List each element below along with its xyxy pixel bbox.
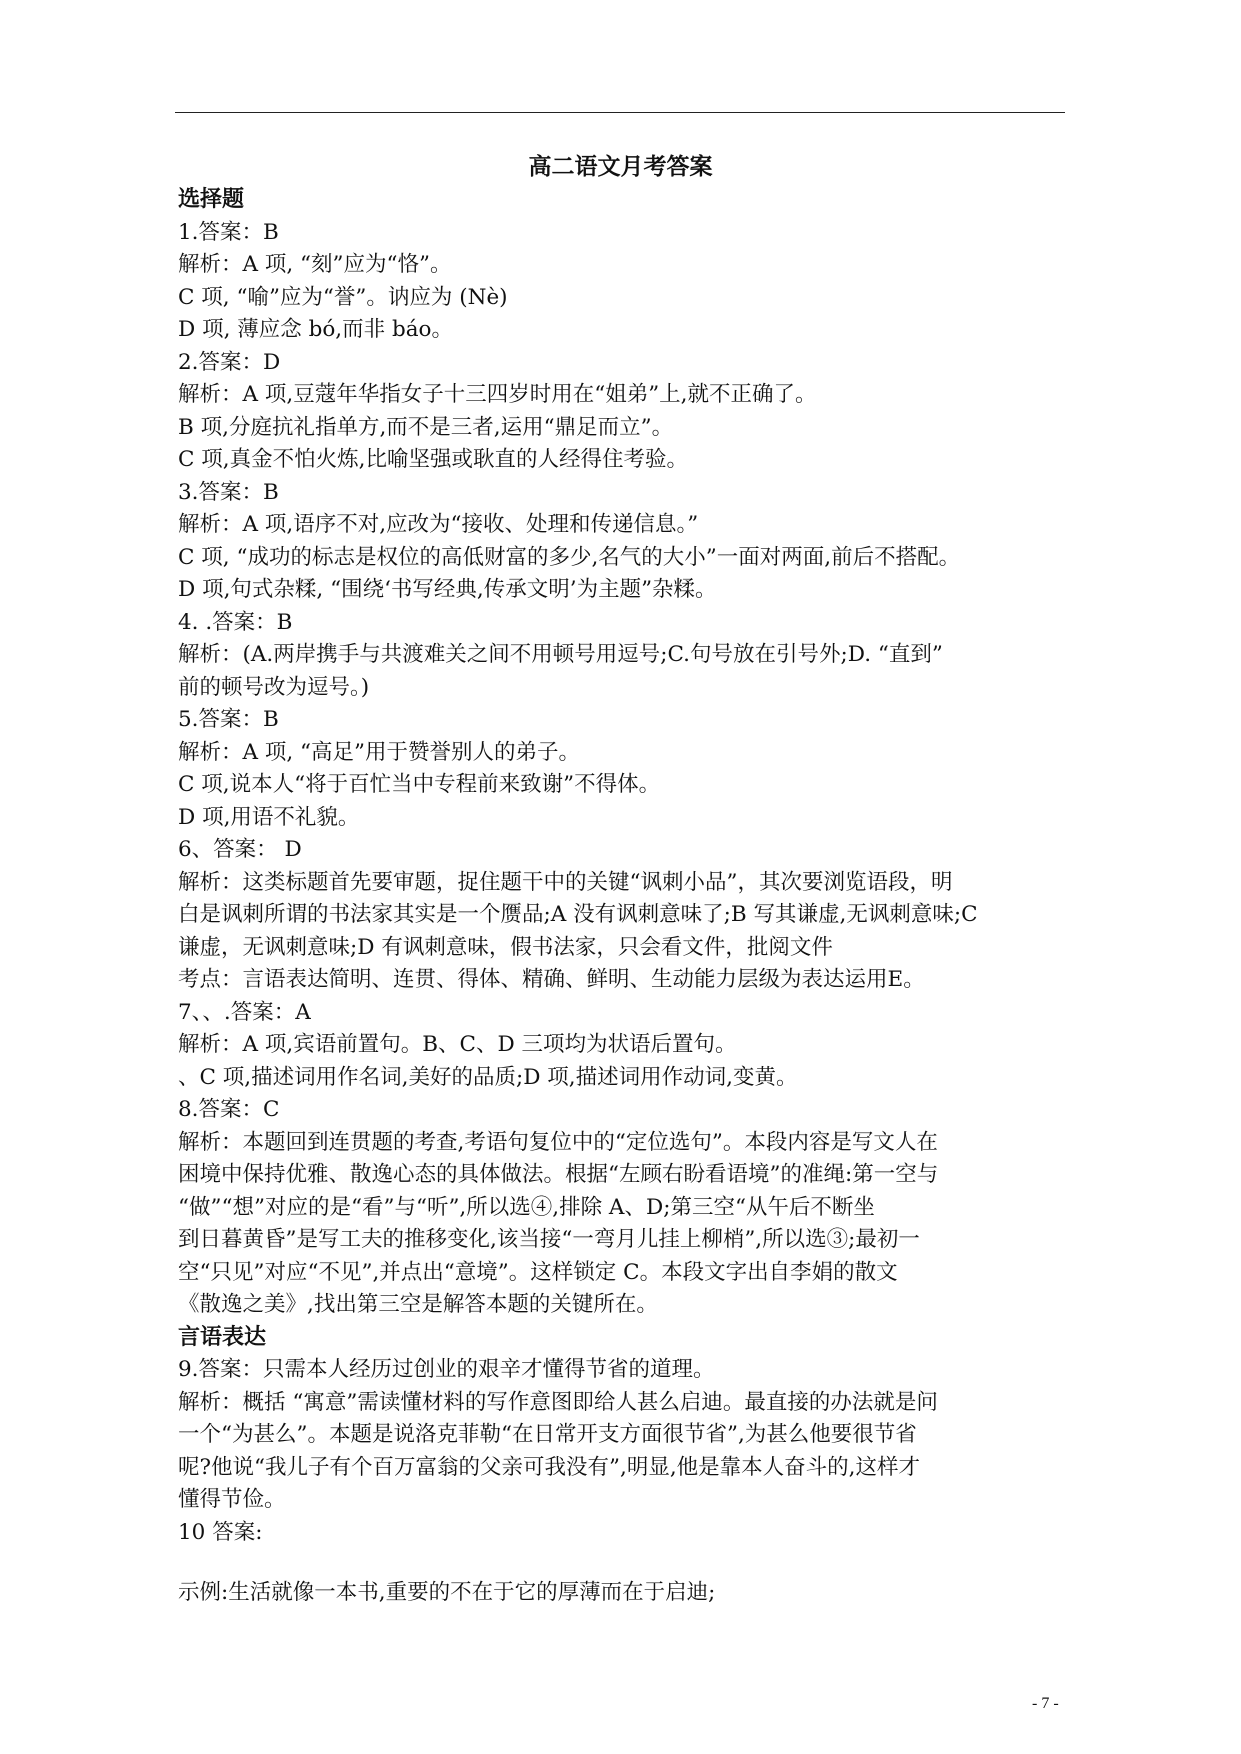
text-line: 一个“为甚么”。本题是说洛克菲勒“在日常开支方面很节省”,为甚么他要很节省	[178, 1422, 917, 1447]
text-line: 解析：(A.两岸携手与共渡难关之间不用顿号用逗号;C.句号放在引号外;D. “直到”	[178, 642, 943, 667]
page-number: - 7 -	[1032, 1695, 1059, 1712]
text-line: 8.答案：C	[178, 1097, 280, 1122]
text-line: D 项,句式杂糅, “围绕‘书写经典,传承文明’为主题”杂糅。	[178, 577, 717, 602]
text-line: 5.答案：B	[178, 707, 279, 732]
text-line: 解析：概括 “寓意”需读懂材料的写作意图即给人甚么启迪。最直接的办法就是问	[178, 1389, 938, 1415]
text-line: C 项,真金不怕火炼,比喻坚强或耿直的人经得住考验。	[178, 447, 688, 472]
text-line: 解析：A 项,宾语前置句。B、C、D 三项均为状语后置句。	[178, 1032, 737, 1057]
text-line: 困境中保持优雅、散逸心态的具体做法。根据“左顾右盼看语境”的准绳:第一空与	[178, 1162, 939, 1187]
text-line: 《散逸之美》,找出第三空是解答本题的关键所在。	[178, 1292, 658, 1317]
text-line: 6、答案： D	[178, 837, 302, 862]
text-line: 解析：本题回到连贯题的考查,考语句复位中的“定位选句”。本段内容是写文人在	[178, 1129, 938, 1155]
text-line: 谦虚，无讽刺意味;D 有讽刺意味，假书法家，只会看文件，批阅文件	[178, 934, 833, 960]
text-line: 到日暮黄昏”是写工夫的推移变化,该当接“一弯月儿挂上柳梢”,所以选③;最初一	[178, 1227, 920, 1252]
text-line: 空“只见”对应“不见”,并点出“意境”。这样锁定 C。本段文字出自李娟的散文	[178, 1259, 898, 1285]
text-line: 4. .答案：B	[178, 609, 293, 635]
text-line: D 项,用语不礼貌。	[178, 804, 360, 830]
text-line: C 项,说本人“将于百忙当中专程前来致谢”不得体。	[178, 772, 661, 797]
text-line: 解析：A 项, “刻”应为“恪”。	[178, 252, 452, 277]
text-line: 、C 项,描述词用作名词,美好的品质;D 项,描述词用作动词,变黄。	[178, 1064, 798, 1090]
text-line: 解析：A 项,豆蔻年华指女子十三四岁时用在“姐弟”上,就不正确了。	[178, 382, 817, 407]
text-line: 考点：言语表达简明、连贯、得体、精确、鲜明、生动能力层级为表达运用E。	[178, 967, 925, 992]
section-heading: 选择题	[178, 187, 245, 212]
text-line: 呢?他说“我儿子有个百万富翁的父亲可我没有”,明显,他是靠本人奋斗的,这样才	[178, 1454, 921, 1480]
text-line: 2.答案：D	[178, 349, 281, 375]
text-line: D 项, 薄应念 bó,而非 báo。	[178, 317, 453, 342]
text-line: B 项,分庭抗礼指单方,而不是三者,运用“鼎足而立”。	[178, 414, 674, 440]
text-line: 懂得节俭。	[178, 1487, 286, 1512]
section-heading: 言语表达	[178, 1324, 267, 1350]
text-line: C 项, “喻”应为“誉”。讷应为 (Nè)	[178, 284, 508, 310]
text-line: 解析：A 项,语序不对,应改为“接收、处理和传递信息。”	[178, 512, 699, 537]
text-line: 解析：这类标题首先要审题，捉住题干中的关键“讽刺小品”，其次要浏览语段，明	[178, 869, 953, 895]
text-line: “做”“想”对应的是“看”与“听”,所以选④,排除 A、D;第三空“从午后不断坐	[178, 1194, 875, 1220]
text-line: 9.答案：只需本人经历过创业的艰辛才懂得节省的道理。	[178, 1357, 715, 1382]
text-line: 示例:生活就像一本书,重要的不在于它的厚薄而在于启迪;	[178, 1580, 716, 1605]
answer-content	[178, 184, 1084, 1610]
text-line: C 项, “成功的标志是权位的高低财富的多少,名气的大小”一面对两面,前后不搭配。	[178, 544, 961, 570]
text-line: 3.答案：B	[178, 479, 279, 505]
text-line: 解析：A 项, “高足”用于赞誉别人的弟子。	[178, 739, 581, 765]
text-line: 白是讽刺所谓的书法家其实是一个赝品;A 没有讽刺意味了;B 写其谦虚,无讽刺意味;C	[178, 902, 978, 927]
text-line: 1.答案：B	[178, 219, 279, 245]
text-line: 前的顿号改为逗号。)	[178, 674, 370, 700]
document-title: 高二语文月考答案	[528, 154, 713, 180]
blank-line	[178, 1549, 1084, 1577]
text-line: 7、、.答案：A	[178, 999, 311, 1025]
header-rule	[175, 112, 1065, 113]
text-line: 10 答案:	[178, 1519, 263, 1545]
